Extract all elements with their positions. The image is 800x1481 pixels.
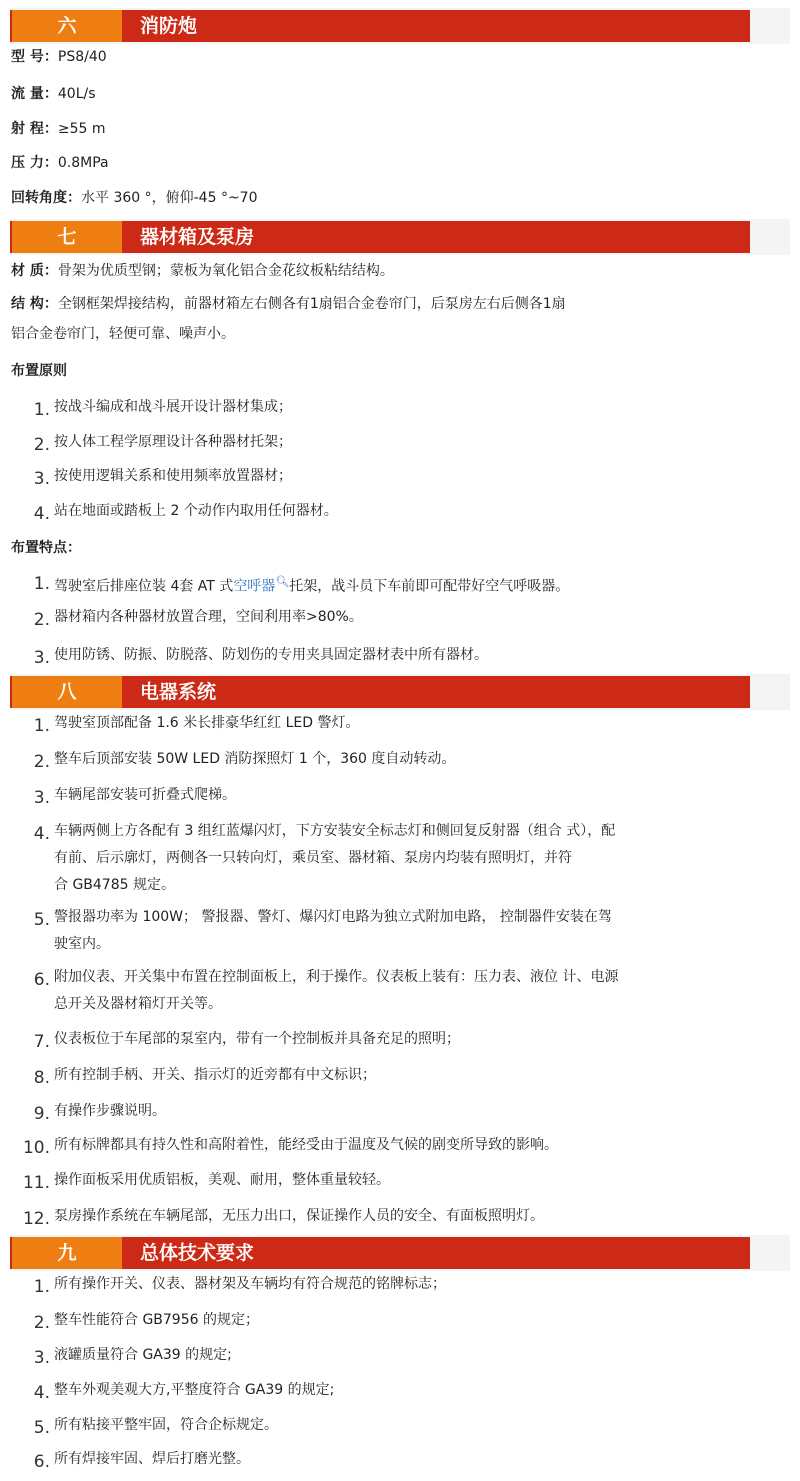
list-item: 2. 整车后顶部安装 50W LED 消防探照灯 1 个，360 度自动转动。 [33,751,456,772]
section-number: 八 [12,676,122,708]
list-item: 5. 所有粘接平整牢固，符合企标规定。 [33,1417,278,1438]
section-number: 九 [12,1237,122,1269]
list-item: 10. 所有标牌都具有持久性和高附着性，能经受由于温度及气候的剧变所导致的影响。 [22,1137,558,1158]
list-item: 6. 所有焊接牢固、焊后打磨光整。 [33,1451,250,1472]
list-item: 8. 所有控制手柄、开关、指示灯的近旁都有中文标识； [33,1067,376,1088]
spec-row-pressure: 压 力：0.8MPa [11,155,109,171]
section-header-8 [10,674,790,710]
spec-row-range: 射 程：≥55 m [11,121,106,137]
list-item: 7. 仪表板位于车尾部的泵室内，带有一个控制板并具备充足的照明； [33,1031,460,1052]
list-item: 4. 站在地面或踏板上 2 个动作内取用任何器材。 [33,503,338,524]
list-item: 5. 警报器功率为 100W； 警报器、警灯、爆闪灯电路为独立式附加电路， 控制器件安装在驾 驶室内。 [33,909,612,952]
section-number: 七 [12,221,122,253]
list-item: 2. 器材箱内各种器材放置合理，空间利用率>80%。 [33,609,363,630]
list-item: 9. 有操作步骤说明。 [33,1103,166,1124]
list-item: 3. 使用防锈、防振、防脱落、防划伤的专用夹具固定器材表中所有器材。 [33,647,488,668]
list-item: 1. 所有操作开关、仪表、器材架及车辆均有符合规范的铭牌标志； [33,1276,446,1297]
list-item: 11. 操作面板采用优质铝板，美观、耐用，整体重量较轻。 [22,1172,390,1193]
list-item: 4. 车辆两侧上方各配有 3 组红蓝爆闪灯，下方安装安全标志灯和侧回复反射器（组合 式），配 有前、后示廓灯，两侧各一只转向灯，乘员室、器材箱、泵房内均装有照明灯，并符 合 GB4785 规定。 [33,823,616,893]
structure-text: 结 构：全钢框架焊接结构，前器材箱左右侧各有1扇铝合金卷帘门，后泵房左右后侧各1扇 铝合金卷帘门，轻便可靠、噪声小。 [11,296,566,342]
list-item: 12. 泵房操作系统在车辆尾部，无压力出口，保证操作人员的安全、有面板照明灯。 [22,1208,544,1229]
section-header-7 [10,219,790,255]
list-item: 1. 驾驶室后排座位装 4套 AT 式空呼器🔍︎托架，战斗员下车前即可配带好空气呼吸器。 [33,574,570,595]
features-heading: 布置特点： [11,540,81,556]
section-title: 器材箱及泵房 [140,226,255,248]
list-item: 2. 按人体工程学原理设计各种器材托架； [33,434,292,455]
spec-row-flow: 流 量：40L/s [11,86,96,102]
list-item: 4. 整车外观美观大方,平整度符合 GA39 的规定; [33,1382,335,1403]
list-item: 3. 车辆尾部安装可折叠式爬梯。 [33,787,236,808]
section-header-6 [10,8,790,44]
principles-heading: 布置原则 [11,363,67,379]
spec-row-rotation: 回转角度：水平 360 °，俯仰-45 °~70 [11,190,258,206]
search-icon[interactable]: 🔍︎ [275,575,290,588]
list-item: 3. 液罐质量符合 GA39 的规定; [33,1347,232,1368]
list-item: 1. 按战斗编成和战斗展开设计器材集成； [33,399,292,420]
list-item: 2. 整车性能符合 GB7956 的规定； [33,1312,259,1333]
list-item: 1. 驾驶室顶部配备 1.6 米长排豪华红红 LED 警灯。 [33,715,360,736]
section-title: 消防炮 [140,15,198,37]
spec-row-model: 型 号：PS8/40 [11,49,107,65]
section-title: 总体技术要求 [140,1242,255,1264]
list-item: 6. 附加仪表、开关集中布置在控制面板上，利于操作。仪表板上装有：压力表、液位 计、电源 总开关及器材箱灯开关等。 [33,969,619,1012]
material-text: 材 质：骨架为优质型钢；蒙板为氧化铝合金花纹板粘结结构。 [11,263,394,279]
air-respirator-link[interactable]: 空呼器 [233,578,276,595]
section-number: 六 [12,10,122,42]
section-header-9 [10,1235,790,1271]
section-title: 电器系统 [140,681,217,703]
list-item: 3. 按使用逻辑关系和使用频率放置器材； [33,468,292,489]
